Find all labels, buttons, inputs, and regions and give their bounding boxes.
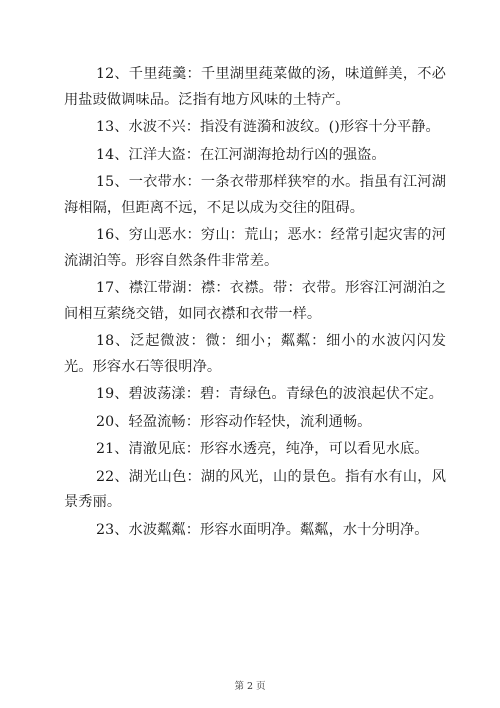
page-number: 第 2 页 [234, 681, 266, 692]
list-item: 15、一衣带水：一条衣带那样狭窄的水。指虽有江河湖海相隔，但距离不远，不足以成为交往的阻碍。 [64, 174, 446, 216]
list-item: 12、千里莼羹：千里湖里莼菜做的汤，味道鲜美，不必用盐豉做调味品。泛指有地方风味的土特产。 [64, 66, 446, 108]
list-item: 23、水波粼粼：形容水面明净。粼粼，水十分明净。 [96, 521, 429, 538]
list-item: 17、襟江带湖：襟：衣襟。带：衣带。形容江河湖泊之间相互萦绕交错，如同衣襟和衣带一样。 [64, 280, 446, 322]
list-item: 16、穷山恶水：穷山：荒山；恶水：经常引起灾害的河流湖泊等。形容自然条件非常差。 [64, 227, 446, 269]
list-item: 18、泛起微波：微：细小；粼粼：细小的水波闪闪发光。形容水石等很明净。 [64, 333, 446, 375]
list-item: 21、清澈见底：形容水透亮，纯净，可以看见水底。 [96, 441, 429, 457]
list-item: 20、轻盈流畅：形容动作轻快，流利通畅。 [96, 413, 372, 430]
list-item: 22、湖光山色：湖的风光，山的景色。指有水有山，风景秀丽。 [64, 468, 446, 510]
list-item: 13、水波不兴：指没有涟漪和波纹。()形容十分平静。 [96, 119, 440, 135]
list-item: 14、江洋大盗：在江河湖海抢劫行凶的强盗。 [96, 146, 386, 163]
idiom-list [64, 62, 446, 545]
list-item: 19、碧波荡漾：碧：青绿色。青绿色的波浪起伏不定。 [96, 386, 443, 402]
